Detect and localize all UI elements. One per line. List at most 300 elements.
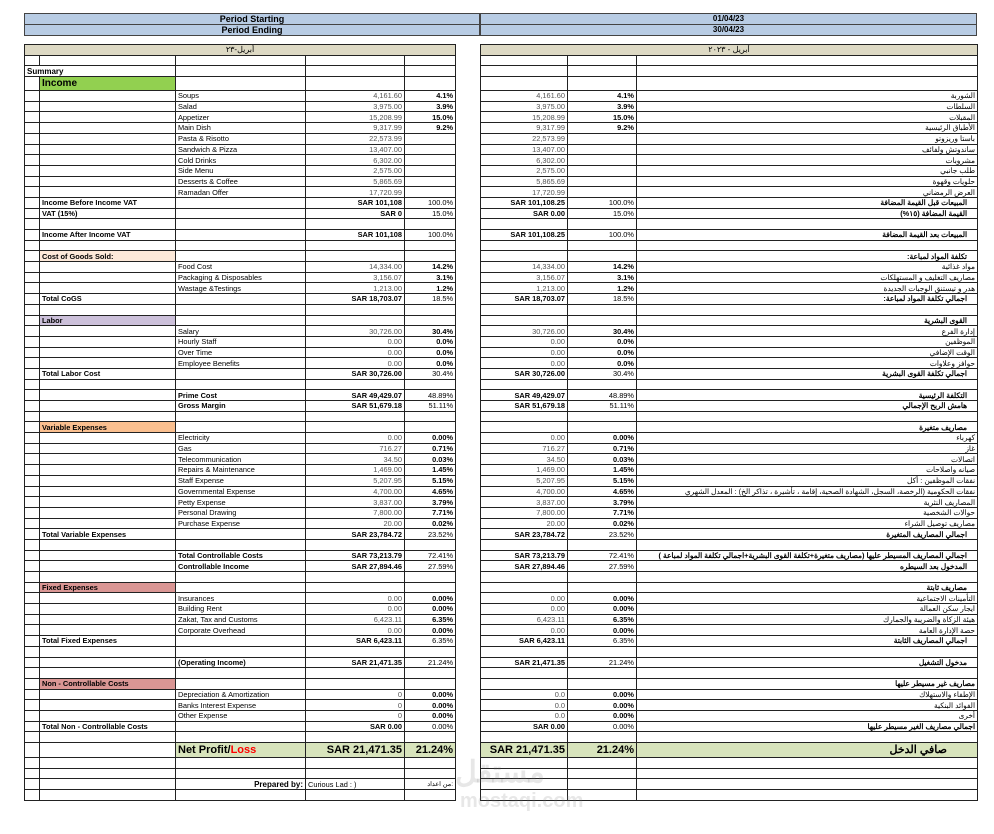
line-item-value: 17,720.99 [306,187,405,198]
watermark-arabic: مستقل [455,756,545,789]
controllable-income-label: المدخول بعد السيطره [637,561,978,572]
table-row [25,262,456,273]
line-item-value: 0.00 [481,358,568,369]
line-item-label: الشوربة [637,91,978,102]
line-item-label: السلطات [637,101,978,112]
subtotal-row [481,550,978,561]
line-item-pct [568,133,637,144]
line-item-value: 7,800.00 [306,507,405,518]
table-row [481,91,978,102]
subtotal-row [25,390,456,401]
table-row [25,326,456,337]
table-row [481,347,978,358]
line-item-value: 3,975.00 [481,101,568,112]
line-item-pct: 7.71% [568,507,637,518]
income-before-vat-pct: 100.0% [568,197,637,208]
line-item-pct [405,176,456,187]
income-before-vat-value: SAR 101,108 [306,197,405,208]
total-labor-label: اجمالي تكلفة القوى البشرية [637,368,978,379]
income-after-vat-label: المبيعات بعد القيمة المضافة [637,230,978,241]
total-noncontrollable-pct: 0.00% [568,721,637,732]
table-row [481,593,978,604]
line-item-label: Packaging & Disposables [176,272,306,283]
table-row [25,443,456,454]
table-row [25,700,456,711]
summary-label: Summary [25,66,176,77]
table-row [25,486,456,497]
period-ending-label: Period Ending [24,24,480,36]
vat-pct: 15.0% [405,208,456,219]
total-fixed-label: Total Fixed Expenses [40,636,176,647]
right-month-header: أبريل - ٢٠٢٣ [481,45,978,56]
line-item-label: Repairs & Maintenance [176,465,306,476]
operating-income-pct: 21.24% [405,657,456,668]
table-row [25,689,456,700]
labor-section-header: Labor [40,315,176,326]
controllable-income-value: SAR 27,894.46 [306,561,405,572]
table-row [481,443,978,454]
net-profit-pct: 21.24% [568,743,637,758]
line-item-label: Wastage &Testings [176,283,306,294]
prime-cost-value: SAR 49,429.07 [306,390,405,401]
line-item-value: 6,423.11 [306,614,405,625]
operating-income-label: مدخول التشغيل [637,657,978,668]
line-item-label: أخرى [637,710,978,721]
subtotal-row [25,368,456,379]
table-row [481,358,978,369]
line-item-value: 6,302.00 [481,155,568,166]
subtotal-row [481,721,978,732]
line-item-value: 0.0 [481,710,568,721]
line-item-pct: 5.15% [568,475,637,486]
income-after-vat-label: Income After Income VAT [40,230,176,241]
operating-income-pct: 21.24% [568,657,637,668]
labor-section-header: القوى البشرية [637,315,978,326]
table-row [25,283,456,294]
subtotal-row [25,401,456,412]
table-row [481,272,978,283]
line-item-label: الإطفاء والاستهلاك [637,689,978,700]
line-item-pct: 0.0% [405,358,456,369]
line-item-pct: 0.00% [568,593,637,604]
line-item-label: Desserts & Coffee [176,176,306,187]
total-noncontrollable-value: SAR 0.00 [481,721,568,732]
subtotal-row [25,657,456,668]
total-variable-label: Total Variable Expenses [40,529,176,540]
line-item-value: 4,700.00 [306,486,405,497]
table-row [25,133,456,144]
line-item-pct: 3.9% [405,101,456,112]
line-item-pct: 1.45% [405,465,456,476]
subtotal-row [25,529,456,540]
line-item-label: Banks Interest Expense [176,700,306,711]
line-item-label: Hourly Staff [176,336,306,347]
table-row [481,486,978,497]
line-item-pct: 0.00% [568,604,637,615]
income-after-vat-value: SAR 101,108.25 [481,230,568,241]
subtotal-row [481,390,978,401]
total-labor-pct: 30.4% [405,368,456,379]
line-item-pct: 0.02% [568,518,637,529]
net-profit-label: Net Profit/Loss [176,743,306,758]
line-item-value: 0.00 [481,347,568,358]
line-item-value: 22,573.99 [306,133,405,144]
line-item-pct: 0.0% [568,358,637,369]
total-controllable-pct: 72.41% [568,550,637,561]
line-item-label: Telecommunication [176,454,306,465]
line-item-pct: 4.1% [568,91,637,102]
table-row [481,187,978,198]
line-item-label: غاز [637,443,978,454]
line-item-label: هدر و تيستنق الوجبات الجديدة [637,283,978,294]
line-item-value: 3,837.00 [306,497,405,508]
gross-margin-value: SAR 51,679.18 [306,401,405,412]
line-item-label: Electricity [176,433,306,444]
line-item-label: Corporate Overhead [176,625,306,636]
line-item-pct: 4.1% [405,91,456,102]
table-row [481,112,978,123]
income-after-vat-value: SAR 101,108 [306,230,405,241]
line-item-pct [405,187,456,198]
total-fixed-pct: 6.35% [568,636,637,647]
subtotal-row [481,230,978,241]
total-fixed-pct: 6.35% [405,636,456,647]
prime-cost-label: التكلفة الرئيسية [637,390,978,401]
line-item-pct: 0.0% [405,347,456,358]
line-item-pct: 0.00% [568,710,637,721]
line-item-pct [568,165,637,176]
line-item-pct: 0.00% [405,433,456,444]
line-item-value: 4,161.60 [481,91,568,102]
total-labor-value: SAR 30,726.00 [306,368,405,379]
table-row [481,101,978,112]
line-item-value: 34.50 [306,454,405,465]
line-item-label: Gas [176,443,306,454]
period-ending-value: 30/04/23 [480,24,977,36]
cogs-section-header: Cost of Goods Sold: [40,251,176,262]
subtotal-row [25,197,456,208]
line-item-label: Ramadan Offer [176,187,306,198]
vat-label: VAT (15%) [40,208,176,219]
noncontrollable-header: Non - Controllable Costs [40,678,176,689]
line-item-pct: 1.2% [568,283,637,294]
total-variable-pct: 23.52% [405,529,456,540]
line-item-value: 0.00 [481,433,568,444]
line-item-value: 0.00 [481,336,568,347]
table-row [25,176,456,187]
line-item-label: Salary [176,326,306,337]
line-item-pct: 0.0% [405,336,456,347]
line-item-label: Over Time [176,347,306,358]
income-before-vat-label: المبيعات قبل القيمة المضافة [637,197,978,208]
line-item-value: 0.00 [306,625,405,636]
line-item-value: 0.00 [306,358,405,369]
total-labor-value: SAR 30,726.00 [481,368,568,379]
subtotal-row [481,529,978,540]
fixed-expenses-header: Fixed Expenses [40,582,176,593]
line-item-pct: 0.02% [405,518,456,529]
line-item-pct: 9.2% [568,123,637,134]
line-item-pct [568,144,637,155]
line-item-label: حوافز وعلاوات [637,358,978,369]
line-item-pct: 0.00% [405,710,456,721]
table-row [25,144,456,155]
table-row [25,155,456,166]
line-item-value: 1,213.00 [481,283,568,294]
line-item-value: 4,700.00 [481,486,568,497]
line-item-pct: 0.03% [405,454,456,465]
total-variable-value: SAR 23,784.72 [306,529,405,540]
line-item-pct: 0.00% [568,689,637,700]
cogs-section-header: تكلفة المواد لمباعة: [637,251,978,262]
table-row [25,123,456,134]
line-item-value: 34.50 [481,454,568,465]
line-item-label: مصاريف توصيل الشراء [637,518,978,529]
table-row [25,518,456,529]
line-item-label: نفقات الحكومية (الرخصة، السجل، الشهادة الصحية، إقامة ، تأشيرة ، تذاكر الخ) : المعدل الشهري [637,486,978,497]
line-item-value: 30,726.00 [306,326,405,337]
line-item-label: ساندوتش ولفائف [637,144,978,155]
line-item-value: 17,720.99 [481,187,568,198]
net-profit-pct: 21.24% [405,743,456,758]
prepared-by-label: Prepared by: [176,779,306,790]
table-row [25,465,456,476]
line-item-pct: 0.00% [405,604,456,615]
line-item-label: نفقات الموظفين : أكل [637,475,978,486]
total-cogs-value: SAR 18,703.07 [306,294,405,305]
period-starting-label: Period Starting [24,13,480,25]
line-item-pct: 0.00% [568,625,637,636]
subtotal-row [25,208,456,219]
line-item-value: 20.00 [306,518,405,529]
income-before-vat-label: Income Before Income VAT [40,197,176,208]
total-labor-label: Total Labor Cost [40,368,176,379]
line-item-pct [405,155,456,166]
line-item-pct: 0.03% [568,454,637,465]
net-profit-label: صافي الدخل [637,743,978,758]
line-item-value: 0.0 [481,700,568,711]
line-item-value: 3,156.07 [306,272,405,283]
line-item-label: طلب جانبي [637,165,978,176]
total-controllable-pct: 72.41% [405,550,456,561]
line-item-pct: 0.0% [568,347,637,358]
period-starting-value: 01/04/23 [480,13,977,25]
line-item-pct [405,165,456,176]
income-after-vat-pct: 100.0% [568,230,637,241]
line-item-pct: 3.1% [405,272,456,283]
line-item-pct: 0.00% [568,433,637,444]
table-row [481,700,978,711]
fixed-expenses-header: مصاريف ثابتة [637,582,978,593]
line-item-value: 3,156.07 [481,272,568,283]
table-row [481,497,978,508]
total-controllable-value: SAR 73,213.79 [481,550,568,561]
table-row [25,604,456,615]
line-item-label: Petty Expense [176,497,306,508]
subtotal-row [25,721,456,732]
line-item-value: 14,334.00 [306,262,405,273]
table-row [25,347,456,358]
line-item-label: مشروبات [637,155,978,166]
line-item-label: Depreciation & Amortization [176,689,306,700]
line-item-label: Food Cost [176,262,306,273]
vat-label: القيمة المضافة (١٥%) [637,208,978,219]
line-item-pct: 1.2% [405,283,456,294]
vat-pct: 15.0% [568,208,637,219]
line-item-label: إدارة الفرع [637,326,978,337]
total-fixed-value: SAR 6,423.11 [481,636,568,647]
line-item-value: 14,334.00 [481,262,568,273]
total-cogs-label: Total CoGS [40,294,176,305]
total-noncontrollable-pct: 0.00% [405,721,456,732]
line-item-pct [405,133,456,144]
table-row [481,123,978,134]
net-profit-value: SAR 21,471.35 [306,743,405,758]
subtotal-row [481,368,978,379]
line-item-label: كهرباء [637,433,978,444]
gross-margin-label: هامش الربح الإجمالي [637,401,978,412]
table-row [481,710,978,721]
prime-cost-pct: 48.89% [568,390,637,401]
line-item-label: Building Rent [176,604,306,615]
line-item-pct: 6.35% [405,614,456,625]
line-item-label: Purchase Expense [176,518,306,529]
table-row [481,155,978,166]
table-row [481,133,978,144]
subtotal-row [481,657,978,668]
controllable-income-label: Controllable Income [176,561,306,572]
line-item-label: Appetizer [176,112,306,123]
subtotal-row [481,401,978,412]
total-labor-pct: 30.4% [568,368,637,379]
line-item-value: 0.00 [306,433,405,444]
line-item-pct: 9.2% [405,123,456,134]
line-item-label: صيانه واصلاحات [637,465,978,476]
table-row [481,326,978,337]
subtotal-row [481,197,978,208]
table-row [25,272,456,283]
line-item-label: الوقت الإضافي [637,347,978,358]
controllable-income-value: SAR 27,894.46 [481,561,568,572]
line-item-label: Side Menu [176,165,306,176]
line-item-value: 0 [306,700,405,711]
total-cogs-pct: 18.5% [405,294,456,305]
total-noncontrollable-label: Total Non - Controllable Costs [40,721,176,732]
watermark-url: mostaqi.com [460,790,584,812]
line-item-label: Employee Benefits [176,358,306,369]
gross-margin-value: SAR 51,679.18 [481,401,568,412]
line-item-label: الفوائد البنكية [637,700,978,711]
line-item-label: Soups [176,91,306,102]
line-item-pct: 3.79% [405,497,456,508]
line-item-value: 15,208.99 [481,112,568,123]
line-item-label: الموظفين [637,336,978,347]
variable-expenses-header: مصاريف متغيرة [637,422,978,433]
vat-value: SAR 0 [306,208,405,219]
line-item-pct [568,187,637,198]
line-item-value: 716.27 [306,443,405,454]
line-item-pct: 7.71% [405,507,456,518]
controllable-income-pct: 27.59% [405,561,456,572]
left-pl-table [24,44,456,801]
line-item-value: 4,161.60 [306,91,405,102]
line-item-pct: 14.2% [568,262,637,273]
total-cogs-label: اجمالي تكلفة المواد لمباعة: [637,294,978,305]
prime-cost-value: SAR 49,429.07 [481,390,568,401]
operating-income-value: SAR 21,471.35 [481,657,568,668]
income-after-vat-pct: 100.0% [405,230,456,241]
table-row [25,497,456,508]
line-item-label: مصاريف التغليف و المستهلكات [637,272,978,283]
line-item-pct: 1.45% [568,465,637,476]
income-before-vat-value: SAR 101,108.25 [481,197,568,208]
line-item-value: 13,407.00 [481,144,568,155]
income-before-vat-pct: 100.0% [405,197,456,208]
prime-cost-label: Prime Cost [176,390,306,401]
table-row [481,336,978,347]
line-item-value: 0.00 [306,604,405,615]
subtotal-row [481,294,978,305]
table-row [481,465,978,476]
table-row [25,625,456,636]
line-item-label: Governmental Expense [176,486,306,497]
line-item-value: 0.00 [481,604,568,615]
line-item-label: الأطباق الرئيسية [637,123,978,134]
noncontrollable-header: مصاريف غير مسيطر عليها [637,678,978,689]
table-row [481,518,978,529]
line-item-value: 0.00 [306,593,405,604]
line-item-value: 20.00 [481,518,568,529]
table-row [25,593,456,604]
prepared-by-arabic-label: من اعداد: [405,779,456,790]
table-row [25,336,456,347]
gross-margin-pct: 51.11% [568,401,637,412]
table-row [481,625,978,636]
line-item-value: 5,865.69 [306,176,405,187]
line-item-label: باستا وريزوتو [637,133,978,144]
line-item-value: 3,975.00 [306,101,405,112]
table-row [25,91,456,102]
left-month-header: أبريل-٢٣ [25,45,456,56]
line-item-label: Personal Drawing [176,507,306,518]
table-row [481,614,978,625]
line-item-value: 22,573.99 [481,133,568,144]
table-row [25,101,456,112]
line-item-pct [405,144,456,155]
total-variable-label: اجمالي المصاريف المتغيرة [637,529,978,540]
line-item-pct: 4.65% [405,486,456,497]
table-row [481,475,978,486]
line-item-pct [568,176,637,187]
line-item-pct: 0.00% [568,700,637,711]
table-row [481,507,978,518]
gross-margin-label: Gross Margin [176,401,306,412]
net-profit-row [25,743,456,758]
total-noncontrollable-label: اجمالي مصاريف الغير مسيطر عليها [637,721,978,732]
line-item-value: 30,726.00 [481,326,568,337]
table-row [25,454,456,465]
line-item-label: حوالات الشخصية [637,507,978,518]
prime-cost-pct: 48.89% [405,390,456,401]
subtotal-row [25,294,456,305]
total-cogs-value: SAR 18,703.07 [481,294,568,305]
right-pl-table [480,44,978,801]
line-item-label: Cold Drinks [176,155,306,166]
line-item-value: 9,317.99 [481,123,568,134]
table-row [25,475,456,486]
prepared-by-value: Curious Lad : ) [306,779,405,790]
line-item-pct: 0.00% [405,700,456,711]
